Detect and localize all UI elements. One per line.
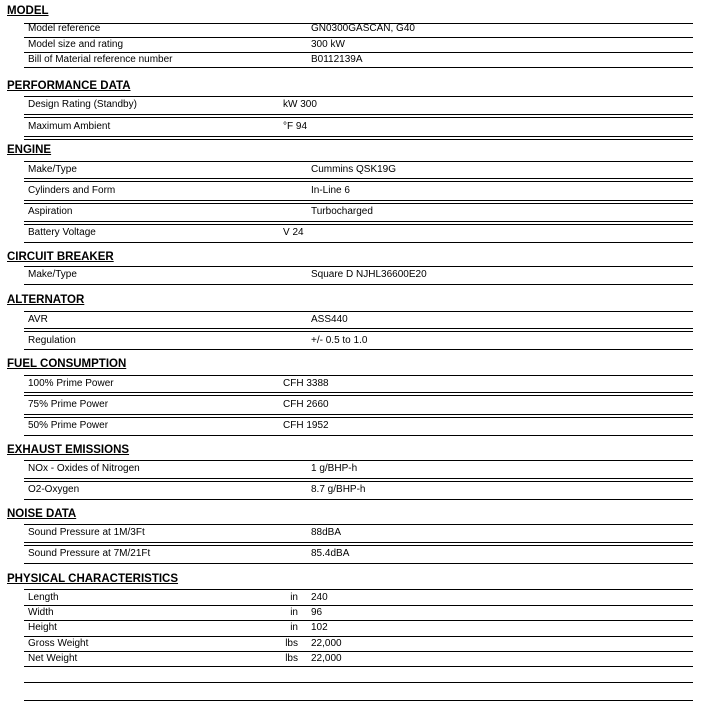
rule (24, 651, 693, 652)
row-value: CFH 2660 (283, 399, 329, 410)
row-label: Length (28, 592, 59, 603)
row-value: +/- 0.5 to 1.0 (311, 335, 368, 346)
row-value: kW 300 (283, 99, 317, 110)
row-value: 88dBA (311, 527, 342, 538)
rule (24, 666, 693, 667)
row-label: NOx - Oxides of Nitrogen (28, 463, 140, 474)
row-unit: in (290, 607, 298, 618)
row-value: B0112139A (311, 54, 363, 65)
rule (24, 435, 693, 436)
row-label: 75% Prime Power (28, 399, 109, 410)
rule (24, 37, 693, 38)
row-unit: in (290, 592, 298, 603)
rule (24, 181, 693, 182)
rule (24, 605, 693, 606)
rule (24, 589, 693, 590)
rule (24, 311, 693, 312)
row-value: CFH 3388 (283, 378, 329, 389)
row-value: 300 kW (311, 39, 345, 50)
rule (24, 203, 693, 204)
row-value: GN0300GASCAN, G40 (311, 23, 415, 34)
rule (24, 161, 693, 162)
row-label: Cylinders and Form (28, 185, 116, 196)
row-label: Design Rating (Standby) (28, 99, 137, 110)
rule (24, 224, 693, 225)
row-value: 85.4dBA (311, 548, 350, 559)
rule (24, 481, 693, 482)
row-value: 22,000 (311, 638, 342, 649)
row-label: Make/Type (28, 269, 77, 280)
rule (24, 96, 693, 97)
row-unit: in (290, 622, 298, 633)
row-value: 102 (311, 622, 328, 633)
rule (24, 52, 693, 53)
section-title-engine: ENGINE (7, 144, 52, 156)
rule (24, 499, 693, 500)
row-value: 8.7 g/BHP-h (311, 484, 366, 495)
section-title-fuel-consumption: FUEL CONSUMPTION (7, 358, 127, 370)
rule (24, 542, 693, 543)
row-label: Aspiration (28, 206, 73, 217)
rule (24, 221, 693, 222)
rule (24, 136, 693, 137)
row-label: Battery Voltage (28, 227, 96, 238)
rule (24, 392, 693, 393)
rule (24, 139, 693, 140)
row-value: °F 94 (283, 121, 308, 132)
rule (24, 395, 693, 396)
section-title-model: MODEL (7, 5, 49, 17)
rule (24, 375, 693, 376)
row-value: 240 (311, 592, 328, 603)
rule (24, 545, 693, 546)
rule (24, 700, 693, 701)
row-value: Turbocharged (311, 206, 373, 217)
section-title-noise-data: NOISE DATA (7, 508, 77, 520)
rule (24, 67, 693, 68)
row-label: Model size and rating (28, 39, 124, 50)
row-label: Regulation (28, 335, 76, 346)
rule (24, 620, 693, 621)
row-label: Gross Weight (28, 638, 89, 649)
row-value: ASS440 (311, 314, 348, 325)
row-label: Make/Type (28, 164, 77, 175)
rule (24, 266, 693, 267)
row-unit: lbs (285, 653, 298, 664)
row-value: Cummins QSK19G (311, 164, 397, 175)
row-label: Sound Pressure at 1M/3Ft (28, 527, 145, 538)
row-label: Width (28, 607, 54, 618)
rule (24, 636, 693, 637)
row-value: In-Line 6 (311, 185, 350, 196)
rule (24, 524, 693, 525)
rule (24, 284, 693, 285)
section-title-circuit-breaker: CIRCUIT BREAKER (7, 251, 114, 263)
section-title-alternator: ALTERNATOR (7, 294, 85, 306)
row-unit: lbs (285, 638, 298, 649)
rule (24, 328, 693, 329)
rule (24, 563, 693, 564)
row-label: Model reference (28, 23, 101, 34)
section-title-performance: PERFORMANCE DATA (7, 80, 131, 92)
row-label: Maximum Ambient (28, 121, 111, 132)
row-label: AVR (28, 314, 48, 325)
rule (24, 242, 693, 243)
section-title-physical-characteristics: PHYSICAL CHARACTERISTICS (7, 573, 179, 585)
rule (24, 478, 693, 479)
rule (24, 331, 693, 332)
rule (24, 460, 693, 461)
row-value: Square D NJHL36600E20 (311, 269, 427, 280)
row-label: 50% Prime Power (28, 420, 109, 431)
rule (24, 349, 693, 350)
row-label: Net Weight (28, 653, 78, 664)
rule (24, 414, 693, 415)
row-label: Sound Pressure at 7M/21Ft (28, 548, 151, 559)
row-value: 96 (311, 607, 323, 618)
row-label: 100% Prime Power (28, 378, 114, 389)
rule (24, 682, 693, 683)
row-value: 22,000 (311, 653, 342, 664)
rule (24, 178, 693, 179)
rule (24, 417, 693, 418)
section-title-exhaust-emissions: EXHAUST EMISSIONS (7, 444, 130, 456)
rule (24, 117, 693, 118)
rule (24, 200, 693, 201)
row-value: 1 g/BHP-h (311, 463, 358, 474)
row-label: O2-Oxygen (28, 484, 80, 495)
rule (24, 114, 693, 115)
row-value: CFH 1952 (283, 420, 329, 431)
row-value: V 24 (283, 227, 304, 238)
row-label: Bill of Material reference number (28, 54, 173, 65)
row-label: Height (28, 622, 57, 633)
